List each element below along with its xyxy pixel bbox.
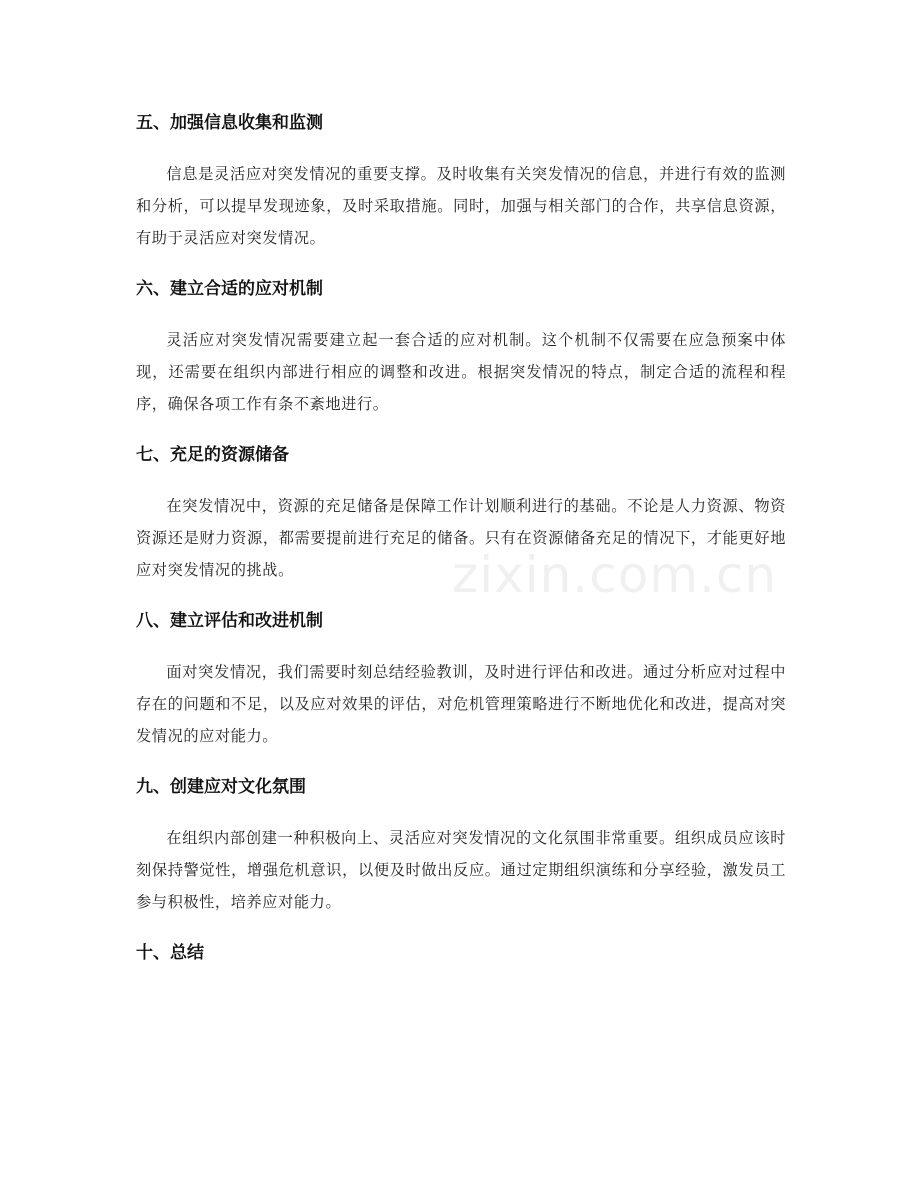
section-7 xyxy=(136,440,786,586)
section-paragraph: 面对突发情况，我们需要时刻总结经验教训，及时进行评估和改进。通过分析应对过程中存在的问题和不足，以及应对效果的评估，对危机管理策略进行不断地优化和改进，提高对突发情况的应对能力。 xyxy=(136,663,786,745)
section-heading: 九、创建应对文化氛围 xyxy=(136,777,306,797)
section-paragraph: 信息是灵活应对突发情况的重要支撑。及时收集有关突发情况的信息，并进行有效的监测和分析，可以提早发现迹象，及时采取措施。同时，加强与相关部门的合作，共享信息资源，有助于灵活应对突发情况。 xyxy=(136,165,786,247)
section-paragraph: 灵活应对突发情况需要建立起一套合适的应对机制。这个机制不仅需要在应急预案中体现，还需要在组织内部进行相应的调整和改进。根据突发情况的特点，制定合适的流程和程序，确保各项工作有条不紊地进行。 xyxy=(136,331,786,413)
section-heading: 七、充足的资源储备 xyxy=(136,445,289,465)
section-heading: 五、加强信息收集和监测 xyxy=(136,113,323,133)
section-paragraph: 在突发情况中，资源的充足储备是保障工作计划顺利进行的基础。不论是人力资源、物资资源还是财力资源，都需要提前进行充足的储备。只有在资源储备充足的情况下，才能更好地应对突发情况的挑战。 xyxy=(136,497,786,579)
document-content xyxy=(136,108,786,988)
section-5 xyxy=(136,108,786,254)
section-8 xyxy=(136,606,786,752)
section-9 xyxy=(136,772,786,918)
section-heading: 六、建立合适的应对机制 xyxy=(136,279,323,299)
section-10 xyxy=(136,938,786,968)
section-6 xyxy=(136,274,786,420)
section-heading: 八、建立评估和改进机制 xyxy=(136,611,323,631)
watermark-text: zixin.com.cn xyxy=(452,546,778,604)
section-heading: 十、总结 xyxy=(136,943,204,963)
section-paragraph: 在组织内部创建一种积极向上、灵活应对突发情况的文化氛围非常重要。组织成员应该时刻保持警觉性，增强危机意识，以便及时做出反应。通过定期组织演练和分享经验，激发员工参与积极性，培养应对能力。 xyxy=(136,829,786,911)
